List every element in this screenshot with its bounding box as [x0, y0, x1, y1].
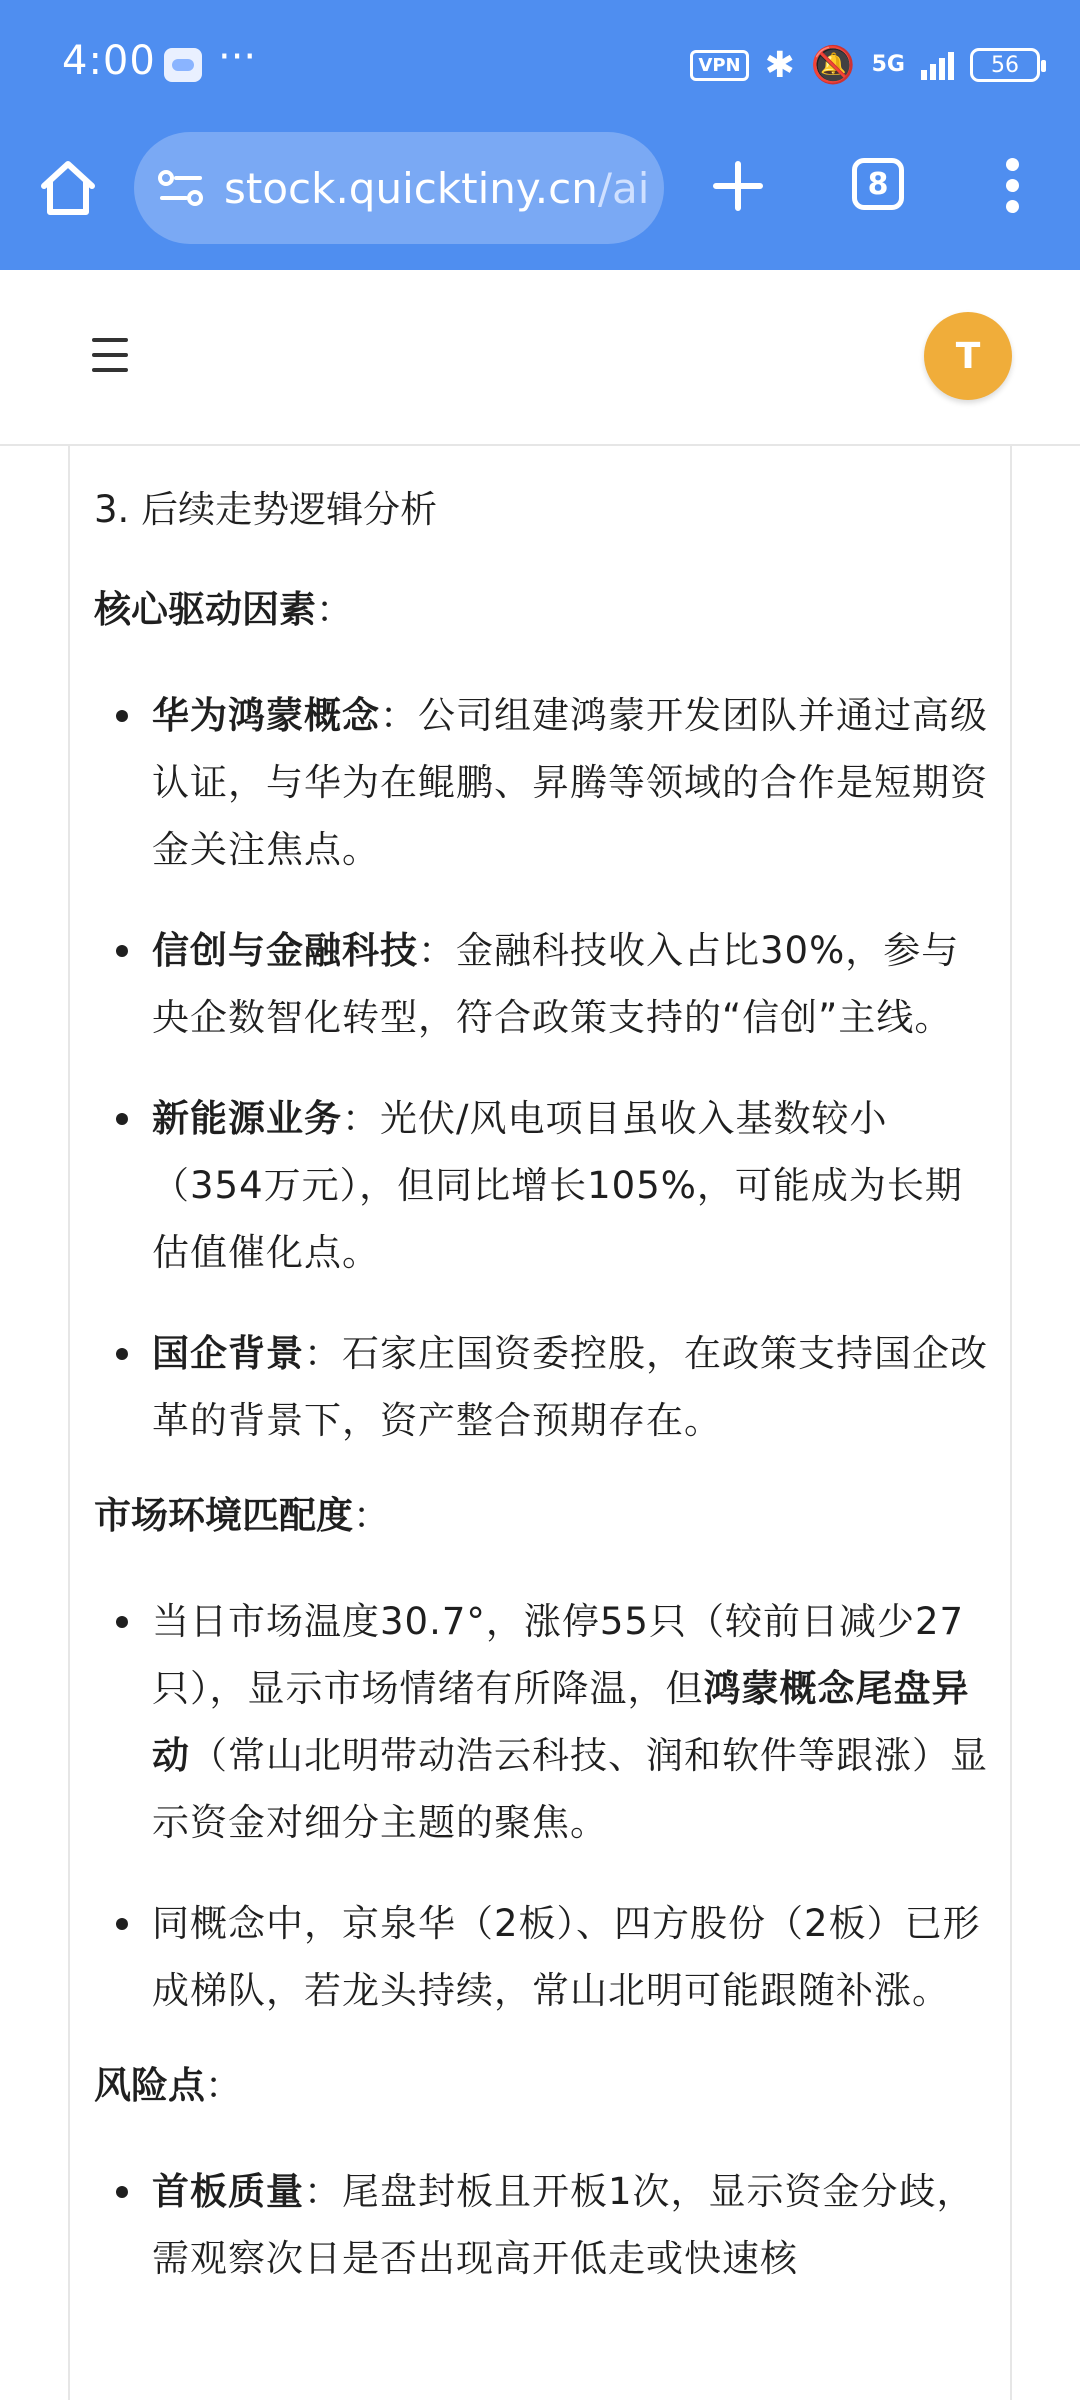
list-item: [94, 1085, 994, 1286]
risk-label: 风险点：: [94, 2064, 242, 2107]
item-text: ：石家庄国资委控股，在政策支持国企改革的背景下，资产整合预期存在。: [152, 1332, 988, 1442]
new-tab-icon[interactable]: [710, 158, 766, 214]
list-item: [94, 1890, 994, 2024]
cloud-icon: [164, 48, 202, 82]
list-item: [94, 917, 994, 1051]
status-time: 4:00: [62, 38, 156, 84]
item-title: 华为鸿蒙概念: [152, 694, 380, 737]
list-item: [94, 1588, 994, 1856]
status-icons: [690, 40, 1040, 90]
item-text: 当日市场温度30.7°，涨停55只（较前日减少27只），显示市场情绪有所降温，但: [152, 1600, 965, 1710]
more-notifications-icon: ···: [218, 34, 257, 80]
item-text: ：公司组建鸿蒙开发团队并通过高级认证，与华为在鲲鹏、昇腾等领域的合作是短期资金关注焦点。: [152, 694, 988, 871]
core-factors-list: [94, 682, 994, 1454]
tab-switcher-button[interactable]: 8: [852, 158, 904, 210]
hamburger-menu-icon[interactable]: [92, 338, 132, 374]
browser-chrome: [0, 0, 1080, 270]
app-header: [0, 270, 1080, 446]
url-domain: stock.quicktiny.cn: [224, 164, 598, 213]
list-item: [94, 2158, 994, 2292]
vpn-icon: VPN: [690, 50, 748, 81]
browser-toolbar: [0, 130, 1080, 250]
bell-muted-icon: 🔕: [810, 45, 856, 86]
core-factors-label: 核心驱动因素：: [94, 588, 353, 631]
item-text: ：光伏/风电项目虽收入基数较小（354万元），但同比增长105%，可能成为长期估值催化点。: [152, 1097, 963, 1274]
market-fit-label: 市场环境匹配度：: [94, 1494, 390, 1537]
market-label-text: 市场环境匹配度: [94, 1494, 353, 1537]
site-settings-icon[interactable]: [158, 168, 204, 208]
signal-icon: [921, 50, 954, 80]
article-body: [94, 482, 994, 2326]
more-menu-icon[interactable]: [994, 158, 1030, 218]
risk-list: [94, 2158, 994, 2292]
item-title: 首板质量: [152, 2170, 304, 2213]
item-highlight: 鸿蒙概念尾盘异动: [152, 1667, 970, 1777]
home-icon[interactable]: [36, 156, 100, 220]
url-path: /ai: [597, 164, 650, 213]
section-heading: 3. 后续走势逻辑分析: [94, 488, 438, 531]
item-title: 国企背景: [152, 1332, 304, 1375]
item-text: （常山北明带动浩云科技、润和软件等跟涨）显示资金对细分主题的聚焦。: [152, 1734, 988, 1844]
item-text: 同概念中，京泉华（2板）、四方股份（2板）已形成梯队，若龙头持续，常山北明可能跟随补涨。: [152, 1902, 981, 2012]
avatar[interactable]: T: [924, 312, 1012, 400]
list-item: [94, 1320, 994, 1454]
list-item: [94, 682, 994, 883]
network-type: 5G: [871, 52, 905, 77]
item-text: ：尾盘封板且开板1次，显示资金分歧，需观察次日是否出现高开低走或快速核: [152, 2170, 975, 2280]
market-fit-list: [94, 1588, 994, 2024]
risk-label-text: 风险点: [94, 2064, 205, 2107]
item-text: ：金融科技收入占比30%，参与央企数智化转型，符合政策支持的“信创”主线。: [152, 929, 960, 1039]
core-label-text: 核心驱动因素: [94, 588, 316, 631]
status-bar: [0, 0, 1080, 120]
item-title: 新能源业务: [152, 1097, 342, 1140]
item-title: 信创与金融科技: [152, 929, 418, 972]
battery-icon: 56: [970, 48, 1040, 82]
address-bar[interactable]: [134, 132, 664, 244]
message-content: [68, 446, 1012, 2400]
url-text[interactable]: [224, 164, 649, 213]
bluetooth-icon: ✱: [764, 44, 795, 86]
